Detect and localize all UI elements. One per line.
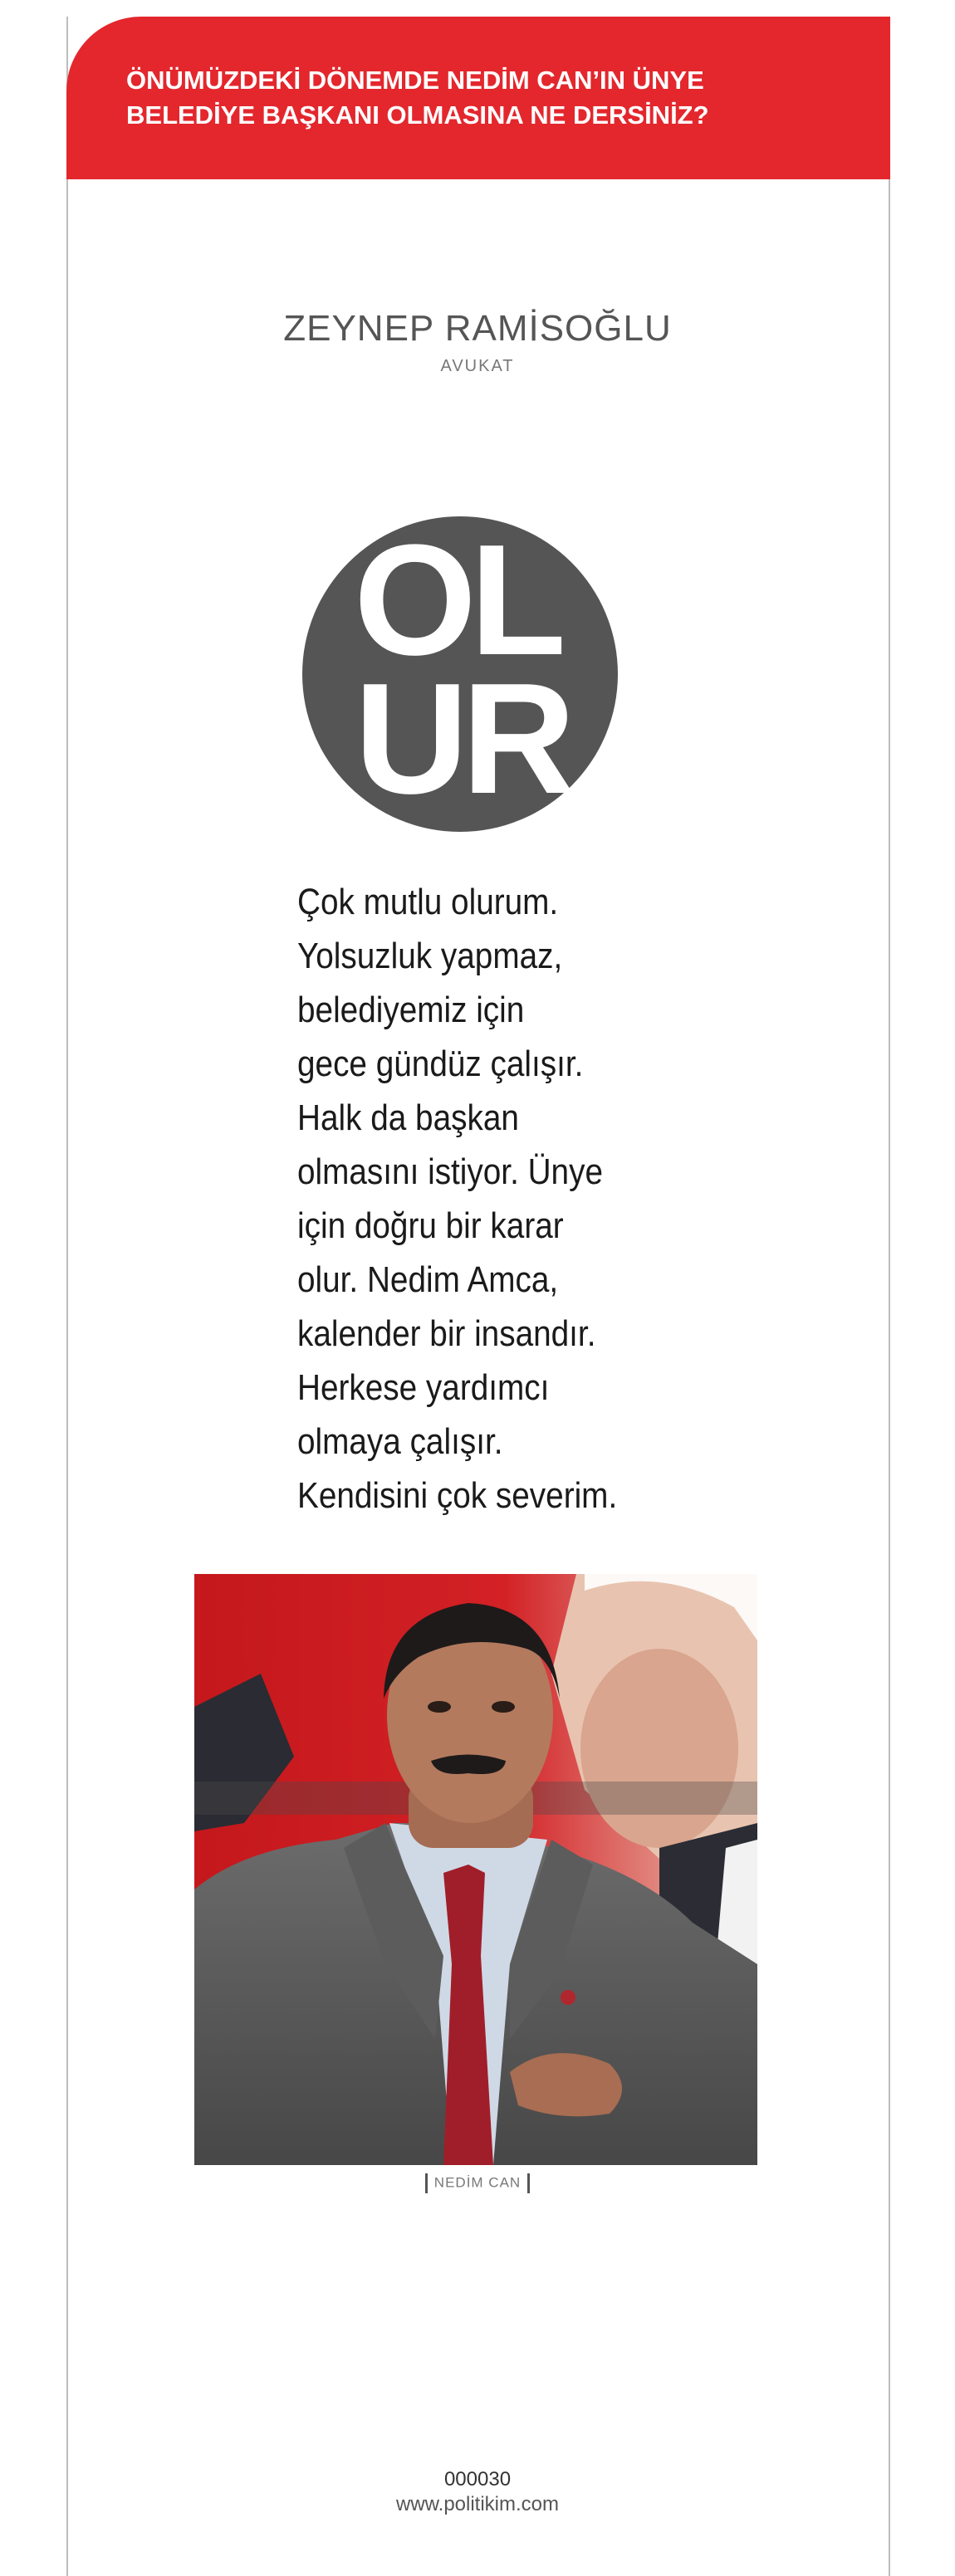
author-block — [0, 307, 955, 376]
portrait-photo — [194, 1574, 757, 2165]
caption-text: NEDİM CAN — [433, 2174, 522, 2191]
photo-caption — [0, 2173, 955, 2193]
website-link[interactable]: www.politikim.com — [395, 2493, 560, 2515]
olur-badge — [301, 515, 620, 833]
question-title: ÖNÜMÜZDEKİ DÖNEMDE NEDİM CAN’IN ÜNYE BELEDİYE BAŞKANI OLMASINA NE DERSİNİZ? — [126, 66, 709, 130]
badge-text-ol: OL — [354, 515, 560, 688]
page-number: 000030 — [443, 2468, 512, 2490]
badge-text-ur: UR — [354, 651, 570, 827]
answer-text: Çok mutlu olurum. Yolsuzluk yapmaz, belediyemiz için gece gündüz çalışır. Halk da başkan olmasını istiyor. Ünye için doğru bir karar olur. Nedim Amca, kalender bir insandır. Herkese yardımcı olmaya çalışır. Kendisini çok severim. — [297, 882, 618, 1516]
footer — [0, 2467, 955, 2517]
caption-bar-left — [425, 2173, 428, 2193]
caption-bar-right — [527, 2173, 530, 2193]
author-role: AVUKAT — [440, 357, 515, 375]
author-name: ZEYNEP RAMİSOĞLU — [283, 308, 672, 349]
